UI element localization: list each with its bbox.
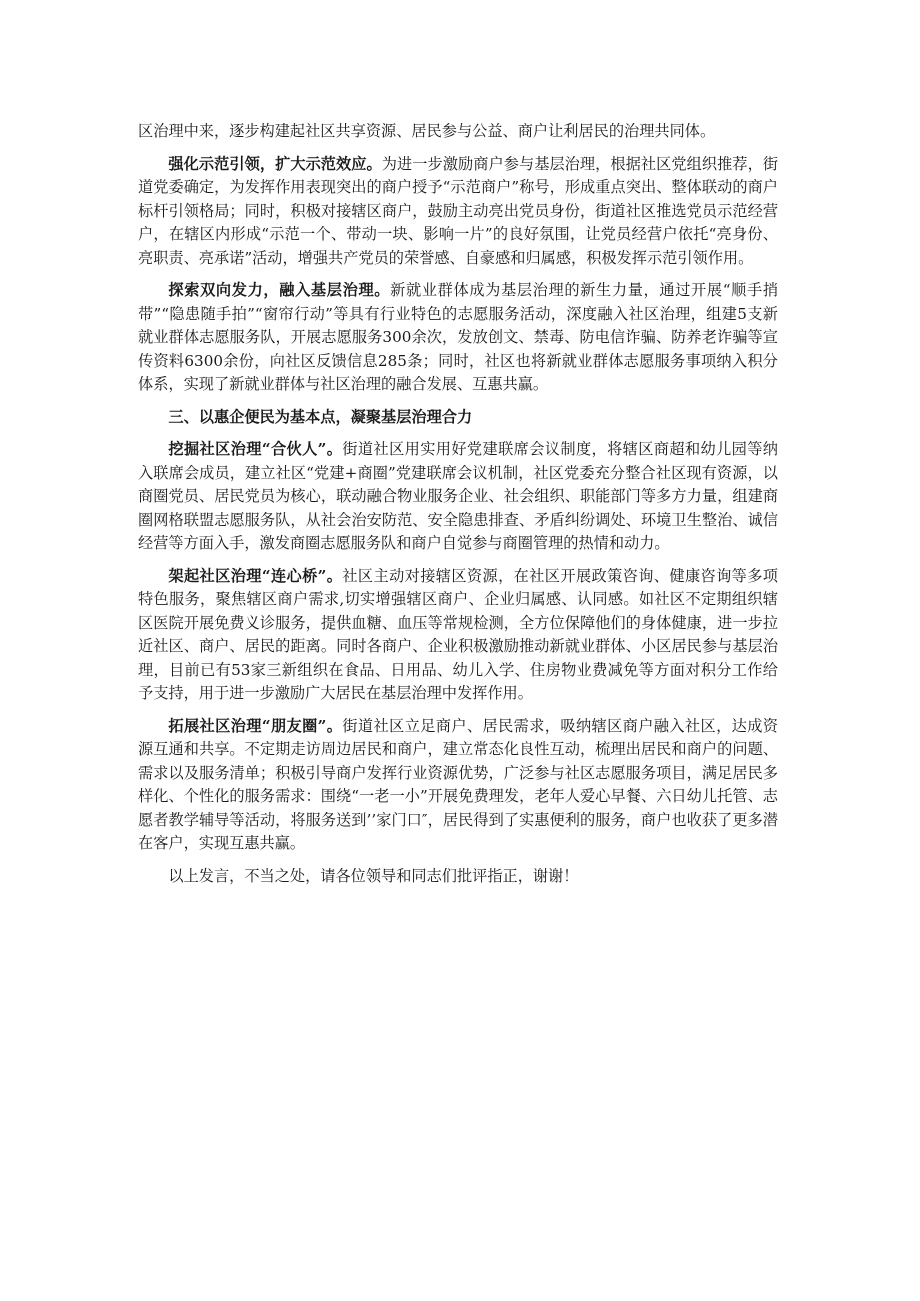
paragraph-partner [138, 438, 778, 556]
paragraph-lead: 挖掘社区治理“合伙人”。 [168, 440, 343, 458]
section-heading-3: 三、以惠企便民为基本点，凝聚基层治理合力 [168, 407, 473, 426]
paragraph-lead: 探索双向发力，融入基层治理。 [168, 281, 391, 299]
paragraph-text: 街道社区立足商户、居民需求，吸纳辖区商户融入社区，达成资源互通和共享。不定期走访周边居民和商户，建立常态化良性互动，梳理出居民和商户的问题、需求以及服务清单；积极引导商户发挥行业资源优势，广泛参与社区志愿服务项目，满足居民多样化、个性化的服务需求：围绕“一老一小”开展免费理发，老年人爱心早餐、六日幼儿托管、志愿者教学辅导等活动，将服务送到’’家门口″，居民得到了实惠便利的服务，商户也收获了更多潜在客户，实现互惠共赢。 [138, 716, 778, 852]
closing-remark: 以上发言，不当之处，请各位领导和同志们批评指正，谢谢！ [168, 866, 579, 885]
paragraph-lead: 强化示范引领，扩大示范效应。 [168, 154, 382, 173]
paragraph-bridge [138, 565, 778, 706]
paragraph-friends [138, 715, 778, 856]
paragraph-text: 社区主动对接辖区资源，在社区开展政策咨询、健康咨询等多项特色服务，聚焦辖区商户需求,切实增强辖区商户、企业归属感、认同感。如社区不定期组织辖区医院开展免费义诊服务，提供血糖、血压等常规检测，全方位保障他们的身体健康，进一步拉近社区、商户、居民的距离。同时各商户、企业积极激励推动新就业群体、小区居民参与基层治理，目前已有53家三新组织在食品、日用品、幼儿入学、住房物业费减免等方面对积分工作给予支持，用于进一步激励广大居民在基层治理中发挥作用。 [138, 566, 778, 702]
paragraph-text: 为进一步激励商户参与基层治理，根据社区党组织推荐，街道党委确定，为发挥作用表现突出的商户授予“示范商户”称号，形成重点突出、整体联动的商户标杆引领格局；同时，积极对接辖区商户，鼓励主动亮出党员身份，街道社区推选党员示范经营户，在辖区内形成“示范一个、带动一块、影响一片”的良好氛围，让党员经营户依托“亮身份、亮职责、亮承诺”活动，增强共产党员的荣誉感、自豪感和归属感，积极发挥示范引领作用。 [138, 154, 779, 267]
paragraph-text: 区治理中来，逐步构建起社区共享资源、居民参与公益、商户让利居民的治理共同体。 [138, 122, 716, 140]
paragraph-two-way [138, 279, 778, 397]
paragraph-continued [138, 120, 778, 144]
document-body [138, 120, 778, 897]
paragraph-lead: 架起社区治理“连心桥”。 [168, 566, 343, 585]
paragraph-text: 街道社区用实用好党建联席会议制度，将辖区商超和幼儿园等纳入联席会成员，建立社区“党建+商圈”党建联席会议机制，社区党委充分整合社区现有资源，以商圈党员、居民党员为核心，联动融合物业服务企业、社会组织、职能部门等多方力量，组建商圈网格联盟志愿服务队，从社会治安防范、安全隐患排查、矛盾纠纷调处、环境卫生整治、诚信经营等方面入手，激发商圈志愿服务队和商户自觉参与商圈管理的热情和动力。 [138, 440, 778, 552]
paragraph-demonstration [138, 153, 778, 271]
paragraph-text: 新就业群体成为基层治理的新生力量，通过开展“顺手捎带”“隐患随手拍”“窗帘行动”等具有行业特色的志愿服务活动，深度融入社区治理，组建5支新就业群体志愿服务队，开展志愿服务300余次，发放创文、禁毒、防电信诈骗、防养老诈骗等宣传资料6300余份，向社区反馈信息285条；同时，社区也将新就业群体志愿服务事项纳入积分体系，实现了新就业群体与社区治理的融合发展、互惠共赢。 [138, 281, 779, 393]
paragraph-lead: 拓展社区治理“朋友圈”。 [168, 716, 343, 735]
